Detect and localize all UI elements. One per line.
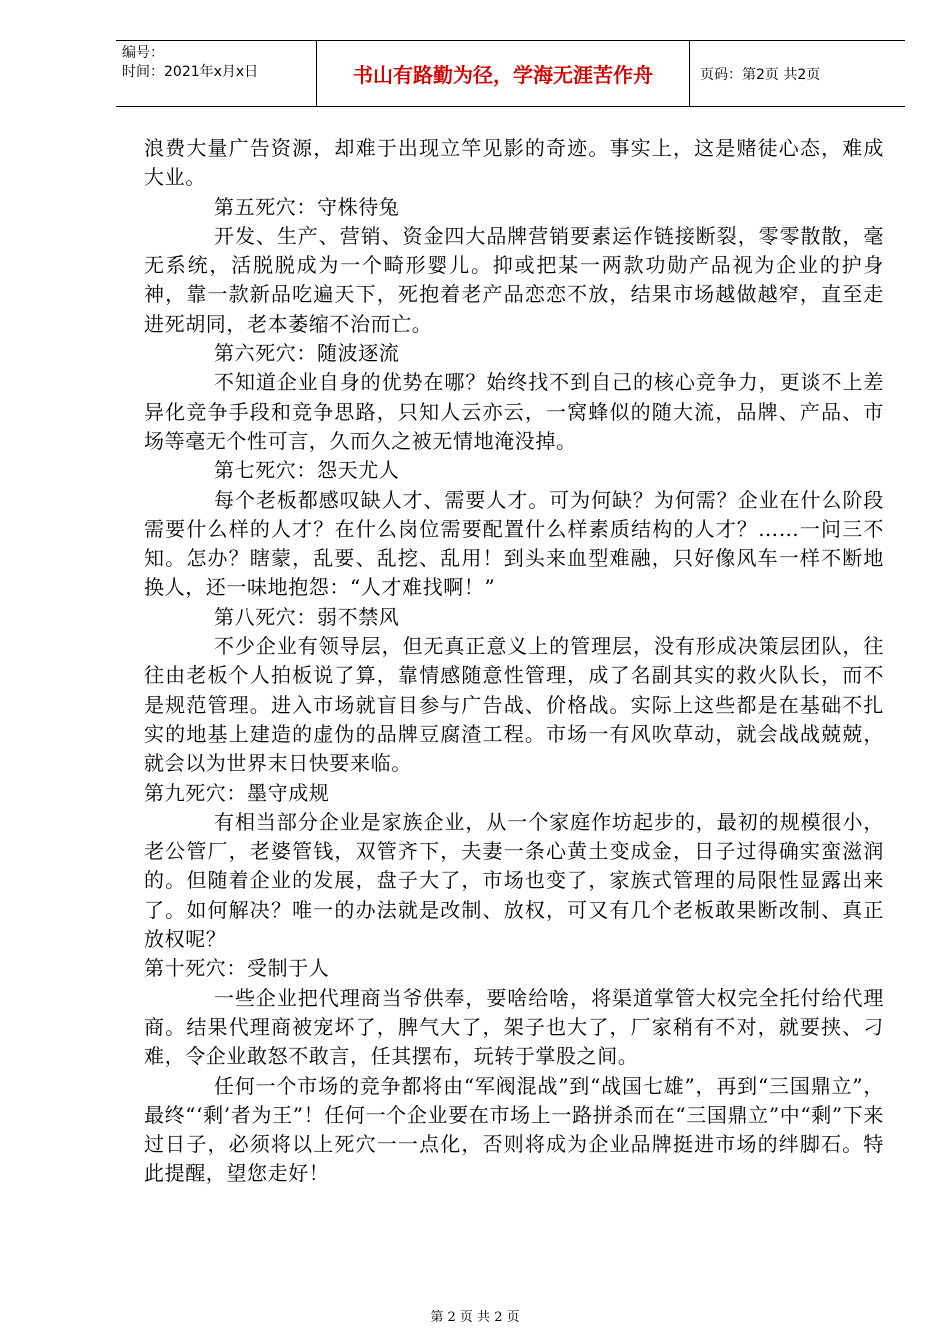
section-heading: 第五死穴：守株待兔 [214,194,400,219]
header-meta [116,41,316,106]
page-footer: 第 2 页 共 2 页 [430,1310,520,1325]
body-paragraph: 不少企业有领导层，但无真正意义上的管理层，没有形成决策层团队，往往由老板个人拍板说了算，靠情感随意性管理，成了名副其实的救火队长，而不是规范管理。进入市场就盲目参与广告战、价格战。实际上这些都是在基础不扎实的地基上建造的虚伪的品牌豆腐渣工程。市场一有风吹草动，就会战战兢兢，就会以为世界末日快要来临。 [144,634,884,776]
body-paragraph: 任何一个市场的竞争都将由“军阀混战”到“战国七雄”，再到“三国鼎立”，最终“‘剩’者为王”！任何一个企业要在市场上一路拼杀而在“三国鼎立”中“剩”下来过日子，必须将以上死穴一一点化，否则将成为企业品牌挺进市场的绊脚石。特此提醒，望您走好！ [144,1073,884,1186]
body-paragraph: 一些企业把代理商当爷供奉，要啥给啥，将渠道掌管大权完全托付给代理商。结果代理商被宠坏了，脾气大了，架子也大了，厂家稍有不对，就要挟、刁难，令企业敢怒不敢言，任其摆布，玩转于掌股之间。 [144,985,884,1069]
number-label: 编号： [122,45,164,61]
section-heading: 第十死穴：受制于人 [144,956,330,981]
body-paragraph: 不知道企业自身的优势在哪？始终找不到自己的核心竞争力，更谈不上差异化竞争手段和竞争思路，只知人云亦云，一窝蜂似的随大流，品牌、产品、市场等毫无个性可言，久而久之被无情地淹没掉。 [144,370,884,453]
section-heading: 第七死穴：怨天尤人 [214,458,400,483]
document-body [144,134,884,1189]
section-heading: 第九死穴：墨守成规 [144,780,330,805]
body-paragraph: 每个老板都感叹缺人才、需要人才。可为何缺？为何需？企业在什么阶段需要什么样的人才？在什么岗位需要配置什么样素质结构的人才？……一问三不知。怎办？瞎蒙，乱要、乱挖、乱用！到头来血型难融，只好像风车一样不断地换人，还一味地抱怨：“人才难找啊！” [144,487,884,600]
header-page-info: 页码：第2页 共2页 [700,66,821,83]
section-heading: 第八死穴：弱不禁风 [214,604,400,629]
header-motto: 书山有路勤为径，学海无涯苦作舟 [316,41,690,106]
time-label: 时间：2021年x月x日 [122,64,259,80]
body-paragraph: 有相当部分企业是家族企业，从一个家庭作坊起步的，最初的规模很小，老公管厂，老婆管钱，双管齐下，夫妻一条心黄土变成金，日子过得确实蛮滋润的。但随着企业的发展，盘子大了，市场也变了，家族式管理的局限性显露出来了。如何解决？唯一的办法就是改制、放权，可又有几个老板敢果断改制、真正放权呢？ [144,809,884,952]
body-paragraph: 开发、生产、营销、资金四大品牌营销要素运作链接断裂，零零散散，毫无系统，活脱脱成为一个畸形婴儿。抑或把某一两款功勋产品视为企业的护身神，靠一款新品吃遍天下，死抱着老产品恋恋不放，结果市场越做越窄，直至走进死胡同，老本萎缩不治而亡。 [144,223,884,336]
body-paragraph: 浪费大量广告资源，却难于出现立竿见影的奇迹。事实上，这是赌徒心态，难成大业。 [144,136,884,190]
section-heading: 第六死穴：随波逐流 [214,341,400,366]
page-header [116,40,905,107]
